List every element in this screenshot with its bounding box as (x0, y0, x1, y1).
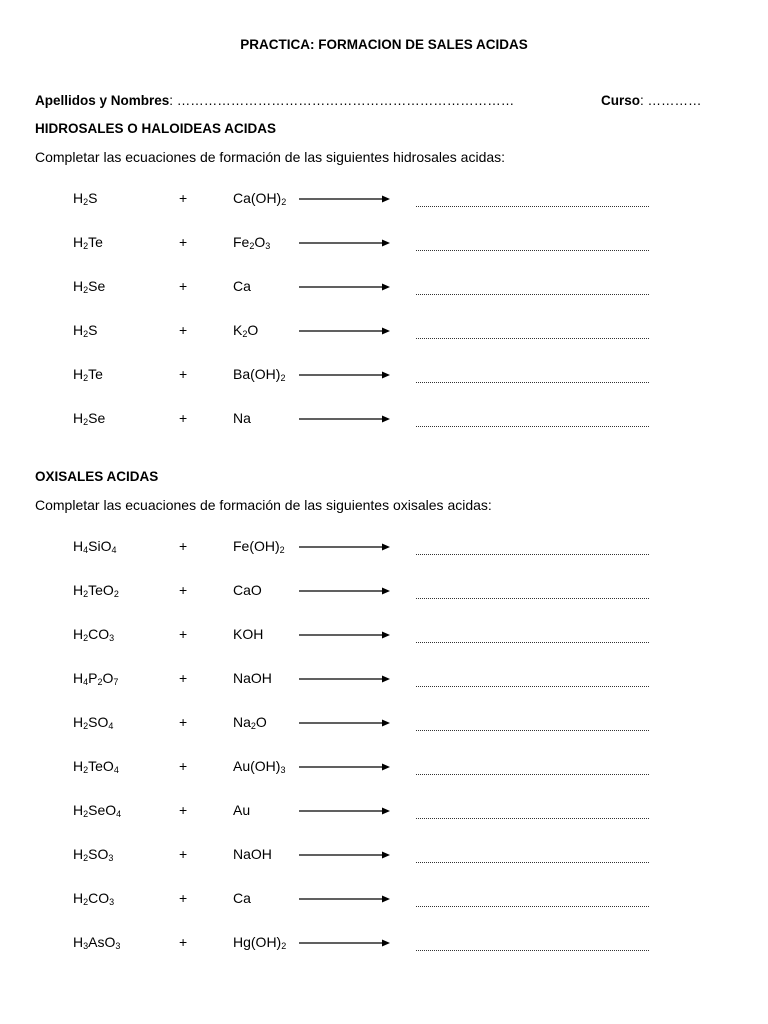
base-formula: KOH (233, 626, 264, 642)
acid-formula: $H_2TeO_4$ (73, 758, 119, 775)
right-arrow-icon (298, 805, 392, 817)
section1-heading: HIDROSALES O HALOIDEAS ACIDAS (35, 121, 277, 136)
plus-sign: + (179, 190, 188, 206)
base-formula: $Ca(OH)_2$ (233, 190, 287, 207)
plus-sign: + (179, 670, 188, 686)
equation-row (0, 322, 768, 352)
plus-sign: + (179, 278, 188, 294)
acid-formula: $H_2Te$ (73, 366, 103, 383)
right-arrow-icon (298, 673, 392, 685)
base-formula: $Au(OH)_3$ (233, 758, 286, 775)
answer-blank[interactable] (416, 642, 649, 643)
plus-sign: + (179, 846, 188, 862)
right-arrow-icon (298, 585, 392, 597)
right-arrow-icon (298, 717, 392, 729)
plus-sign: + (179, 758, 188, 774)
answer-blank[interactable] (416, 906, 649, 907)
page-title: PRACTICA: FORMACION DE SALES ACIDAS (240, 37, 528, 52)
base-formula: Ca (233, 890, 251, 906)
acid-formula: $H_2SeO_4$ (73, 802, 122, 819)
equation-row (0, 890, 768, 920)
curso-blank[interactable]: : ………… (640, 93, 702, 108)
acid-formula: $H_2SO_3$ (73, 846, 114, 863)
base-formula: $K_2O$ (233, 322, 259, 339)
section2-heading: OXISALES ACIDAS (35, 469, 159, 484)
plus-sign: + (179, 890, 188, 906)
answer-blank[interactable] (416, 250, 649, 251)
name-label: Apellidos y Nombres (35, 93, 170, 108)
answer-blank[interactable] (416, 862, 649, 863)
equation-row (0, 234, 768, 264)
acid-formula: $H_2S$ (73, 190, 98, 207)
base-formula: $Na_2O$ (233, 714, 267, 731)
plus-sign: + (179, 322, 188, 338)
acid-formula: $H_2Te$ (73, 234, 103, 251)
right-arrow-icon (298, 413, 392, 425)
equation-row (0, 538, 768, 568)
answer-blank[interactable] (416, 598, 649, 599)
base-formula: NaOH (233, 670, 272, 686)
answer-blank[interactable] (416, 206, 649, 207)
section1-instruction: Completar las ecuaciones de formación de las siguientes hidrosales acidas: (35, 149, 506, 165)
answer-blank[interactable] (416, 818, 649, 819)
plus-sign: + (179, 538, 188, 554)
right-arrow-icon (298, 761, 392, 773)
acid-formula: $H_2CO_3$ (73, 626, 115, 643)
acid-formula: $H_2Se$ (73, 278, 106, 295)
right-arrow-icon (298, 325, 392, 337)
plus-sign: + (179, 802, 188, 818)
equation-row (0, 802, 768, 832)
plus-sign: + (179, 934, 188, 950)
equation-row (0, 366, 768, 396)
base-formula: Na (233, 410, 251, 426)
base-formula: $Hg(OH)_2$ (233, 934, 287, 951)
right-arrow-icon (298, 629, 392, 641)
right-arrow-icon (298, 849, 392, 861)
equation-row (0, 670, 768, 700)
equation-row (0, 714, 768, 744)
answer-blank[interactable] (416, 554, 649, 555)
answer-blank[interactable] (416, 382, 649, 383)
answer-blank[interactable] (416, 774, 649, 775)
answer-blank[interactable] (416, 426, 649, 427)
right-arrow-icon (298, 893, 392, 905)
right-arrow-icon (298, 237, 392, 249)
base-formula: $Ba(OH)_2$ (233, 366, 286, 383)
base-formula: NaOH (233, 846, 272, 862)
answer-blank[interactable] (416, 730, 649, 731)
curso-label: Curso (601, 93, 641, 108)
equation-row (0, 626, 768, 656)
answer-blank[interactable] (416, 686, 649, 687)
base-formula: Ca (233, 278, 251, 294)
base-formula: $Fe(OH)_2$ (233, 538, 285, 555)
plus-sign: + (179, 626, 188, 642)
plus-sign: + (179, 366, 188, 382)
right-arrow-icon (298, 937, 392, 949)
equation-row (0, 190, 768, 220)
name-field[interactable] (35, 93, 514, 108)
equation-row (0, 582, 768, 612)
plus-sign: + (179, 582, 188, 598)
right-arrow-icon (298, 541, 392, 553)
acid-formula: $H_2Se$ (73, 410, 106, 427)
base-formula: CaO (233, 582, 262, 598)
equation-row (0, 278, 768, 308)
equation-row (0, 410, 768, 440)
acid-formula: $H_3AsO_3$ (73, 934, 121, 951)
curso-field[interactable] (601, 93, 702, 108)
plus-sign: + (179, 410, 188, 426)
equation-row (0, 934, 768, 964)
equation-row (0, 846, 768, 876)
right-arrow-icon (298, 281, 392, 293)
name-blank[interactable]: : ………………………………………………………………… (169, 93, 515, 108)
answer-blank[interactable] (416, 294, 649, 295)
acid-formula: $H_2TeO_2$ (73, 582, 119, 599)
acid-formula: $H_2S$ (73, 322, 98, 339)
acid-formula: $H_2CO_3$ (73, 890, 115, 907)
base-formula: $Fe_2O_3$ (233, 234, 271, 251)
right-arrow-icon (298, 369, 392, 381)
acid-formula: $H_2SO_4$ (73, 714, 114, 731)
acid-formula: $H_4SiO_4$ (73, 538, 117, 555)
equation-row (0, 758, 768, 788)
section2-instruction: Completar las ecuaciones de formación de las siguientes oxisales acidas: (35, 497, 492, 513)
answer-blank[interactable] (416, 338, 649, 339)
plus-sign: + (179, 234, 188, 250)
base-formula: Au (233, 802, 251, 818)
answer-blank[interactable] (416, 950, 649, 951)
acid-formula: $H_4P_2O_7$ (73, 670, 119, 687)
right-arrow-icon (298, 193, 392, 205)
plus-sign: + (179, 714, 188, 730)
